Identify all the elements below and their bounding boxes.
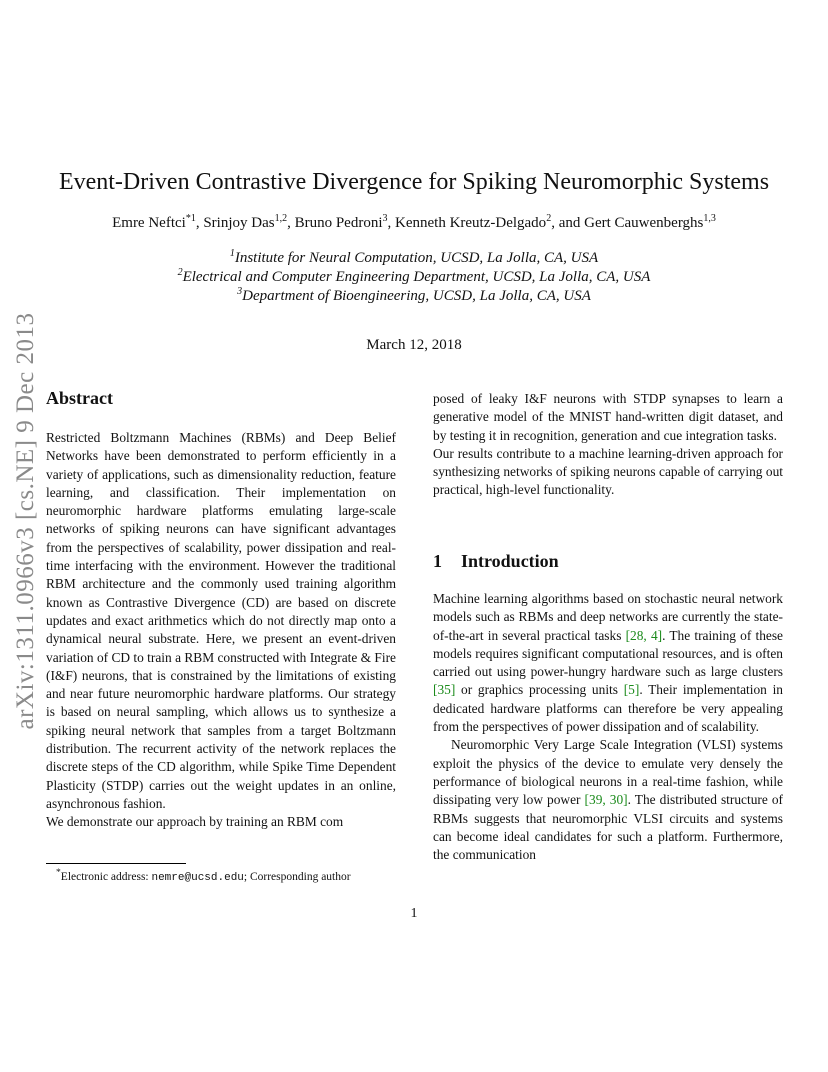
abstract-paragraph: Restricted Boltzmann Machines (RBMs) and Deep Belief Networks have been demonstrated to perform efficiently in a variety of applications, such as dimensionality reduction, feature learning, and classification. Their implementation on neuromorphic hardware platforms emulating large-scale networks of spiking neurons can have significant advantages from the perspectives of scalability, power dissipation and real-time interfacing with the environment. However the traditional RBM architecture and the commonly used training algorithm known as Contrastive Divergence (CD) are based on discrete updates and exact arithmetics which do not directly map onto a dynamical neural substrate. Here, we present an event-driven variation of CD to train a RBM constructed with Integrate & Fire (I&F) neurons, that is constrained by the limitations of existing and near future neuromorphic hardware platforms. Our strategy is based on neural sampling, which allows us to synthesize a spiking neural network that samples from a target Boltzmann distribution. The recurrent activity of the network replaces the discrete steps of the CD algorithm, while Spike Time Dependent Plasticity (STDP) carries out the weight updates in an online, asynchronous fashion. <box>46 430 396 811</box>
citation-link[interactable]: [5] <box>623 682 640 698</box>
email-address: nemre@ucsd.edu <box>151 871 244 884</box>
footnote-divider <box>46 863 186 864</box>
abstract-paragraph: Our results contribute to a machine learning-driven approach for synthesizing networks of spiking neurons capable of carrying out practical, high-level functionality. <box>433 445 783 498</box>
author-name: Bruno Pedroni <box>294 215 383 231</box>
abstract-paragraph-continuation: posed of leaky I&F neurons with STDP synapses to learn a generative model of the MNIST hand-written digit dataset, and by testing it in recognition, generation and cue integration tasks. <box>433 391 783 443</box>
citation-link[interactable]: [39, 30] <box>584 792 628 808</box>
section-heading-introduction: 1 Introduction <box>433 551 559 571</box>
abstract-paragraph-continued: We demonstrate our approach by training an RBM com <box>46 814 344 830</box>
author-name: Gert Cauwenberghs <box>584 215 704 231</box>
page-number: 1 <box>410 906 418 921</box>
arxiv-identifier-stamp: arXiv:1311.0966v3 [cs.NE] 9 Dec 2013 <box>12 312 39 730</box>
left-column <box>46 429 396 832</box>
affiliation-2: $^2$Electrical and Computer Engineering Department, UCSD, La Jolla, CA, USA <box>177 267 651 285</box>
abstract-heading: Abstract <box>46 388 113 408</box>
author-name: Emre Neftci <box>112 215 186 231</box>
affiliation-3: $^3$Department of Bioengineering, UCSD, La Jolla, CA, USA <box>237 286 591 304</box>
author-list: Emre Neftci$^{*1}$, Srinjoy Das$^{1,2}$, Bruno Pedroni$^3$, Kenneth Kreutz-Delgado$^2$, and Gert Cauwenberghs$^{1,3}$ <box>112 213 716 231</box>
paper-date: March 12, 2018 <box>366 337 462 353</box>
author-name: Kenneth Kreutz-Delgado <box>395 215 547 231</box>
footnote: *Electronic address: nemre@ucsd.edu; Corresponding author <box>56 867 351 884</box>
right-column-introduction <box>433 590 783 864</box>
author-name: Srinjoy Das <box>203 215 275 231</box>
intro-paragraph: Neuromorphic Very Large Scale Integration (VLSI) systems exploit the physics of the device to emulate very densely the performance of biological neurons in a real-time fashion, while dissipating very low power [39, 30]. The distributed structure of RBMs suggests that neuromorphic VLSI circuits and systems can become ideal candidates for such a platform. Furthermore, the communication <box>433 737 784 863</box>
affiliation-1: $^1$Institute for Neural Computation, UCSD, La Jolla, CA, USA <box>229 248 599 266</box>
citation-link[interactable]: [35] <box>433 682 456 698</box>
intro-paragraph: Machine learning algorithms based on stochastic neural network models such as RBMs and deep networks are currently the state-of-the-art in several practical tasks [28, 4]. The training of these models requires significant computational resources, and is often carried out using power-hungry hardware such as large clusters [35] or graphics processing units [5]. Their implementation in dedicated hardware platforms can therefore be very appealing from the perspectives of power dissipation and of scalability. <box>433 591 783 735</box>
right-column-top <box>433 390 783 500</box>
paper-title: Event-Driven Contrastive Divergence for Spiking Neuromorphic Systems <box>58 169 770 195</box>
citation-link[interactable]: [28, 4] <box>625 627 663 643</box>
